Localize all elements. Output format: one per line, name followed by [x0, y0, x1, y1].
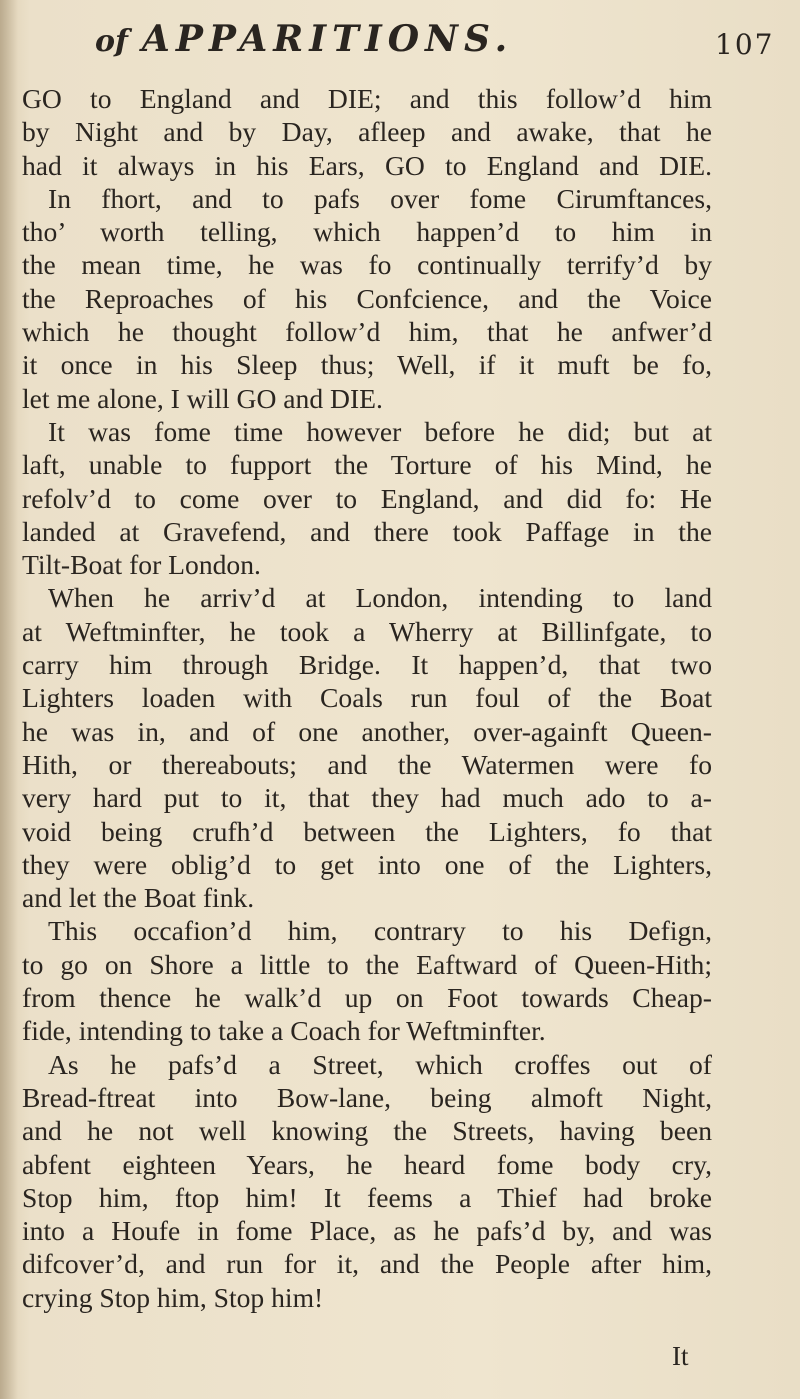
text-line: from thence he walk’d up on Foot towards Cheap-	[22, 982, 712, 1014]
text-line: Tilt-Boat for London.	[22, 549, 261, 581]
text-line: which he thought follow’d him, that he anfwer’d	[22, 316, 712, 348]
running-head-title: APPARITIONS.	[141, 18, 514, 60]
text-line: laft, unable to fupport the Torture of his Mind, he	[22, 449, 712, 481]
text-line: it once in his Sleep thus; Well, if it muft be fo,	[22, 349, 712, 381]
text-line: the Reproaches of his Confcience, and the Voice	[22, 282, 712, 314]
page-number: 107	[715, 28, 775, 61]
text-line: When he arriv’d at London, intending to land	[48, 582, 712, 614]
text-line: landed at Gravefend, and there took Paffage in the	[22, 515, 712, 547]
text-line: refolv’d to come over to England, and did fo: He	[22, 482, 712, 514]
text-line: the mean time, he was fo continually terrify’d by	[22, 249, 712, 281]
text-line: This occafion’d him, contrary to his Defign,	[48, 915, 712, 947]
catchword: It	[672, 1341, 689, 1371]
text-line: Stop him, ftop him! It feems a Thief had broke	[22, 1181, 712, 1213]
text-line: tho’ worth telling, which happen’d to him in	[22, 216, 712, 248]
body-text	[22, 82, 712, 1314]
text-line: carry him through Bridge. It happen’d, that two	[22, 649, 712, 681]
text-line: Hith, or thereabouts; and the Watermen were fo	[22, 748, 712, 780]
text-line: into a Houfe in fome Place, as he pafs’d by, and was	[22, 1215, 712, 1247]
text-line: he was in, and of one another, over-againft Queen-	[22, 715, 712, 747]
text-line: abfent eighteen Years, he heard fome body cry,	[22, 1148, 712, 1180]
text-line: and he not well knowing the Streets, having been	[22, 1115, 712, 1147]
text-line: had it always in his Ears, GO to England and DIE.	[22, 149, 712, 181]
text-line: GO to England and DIE; and this follow’d him	[22, 83, 712, 114]
text-line: difcover’d, and run for it, and the People after him,	[22, 1248, 712, 1280]
running-head-prefix: of	[95, 24, 128, 59]
text-line: let me alone, I will GO and DIE.	[22, 382, 383, 414]
text-line: by Night and by Day, afleep and awake, that he	[22, 116, 712, 148]
text-line: Lighters loaden with Coals run foul of the Boat	[22, 682, 712, 714]
text-line: to go on Shore a little to the Eaftward of Queen-Hith;	[22, 948, 712, 980]
text-line: very hard put to it, that they had much ado to a-	[22, 782, 712, 814]
text-line: In fhort, and to pafs over fome Cirumftances,	[48, 182, 712, 214]
running-head	[95, 18, 513, 60]
text-line: It was fome time however before he did; but at	[48, 415, 712, 447]
text-line: they were oblig’d to get into one of the Lighters,	[22, 848, 712, 880]
text-line: at Weftminfter, he took a Wherry at Billinfgate, to	[22, 615, 712, 647]
text-line: crying Stop him, Stop him!	[22, 1281, 324, 1313]
text-line: Bread-ftreat into Bow-lane, being almoft Night,	[22, 1081, 712, 1113]
text-line: fide, intending to take a Coach for Weftminfter.	[22, 1015, 546, 1047]
text-line: void being crufh’d between the Lighters, fo that	[22, 815, 712, 847]
gutter-shadow	[0, 0, 18, 1399]
text-line: As he pafs’d a Street, which croffes out of	[48, 1048, 712, 1080]
text-line: and let the Boat fink.	[22, 882, 255, 914]
